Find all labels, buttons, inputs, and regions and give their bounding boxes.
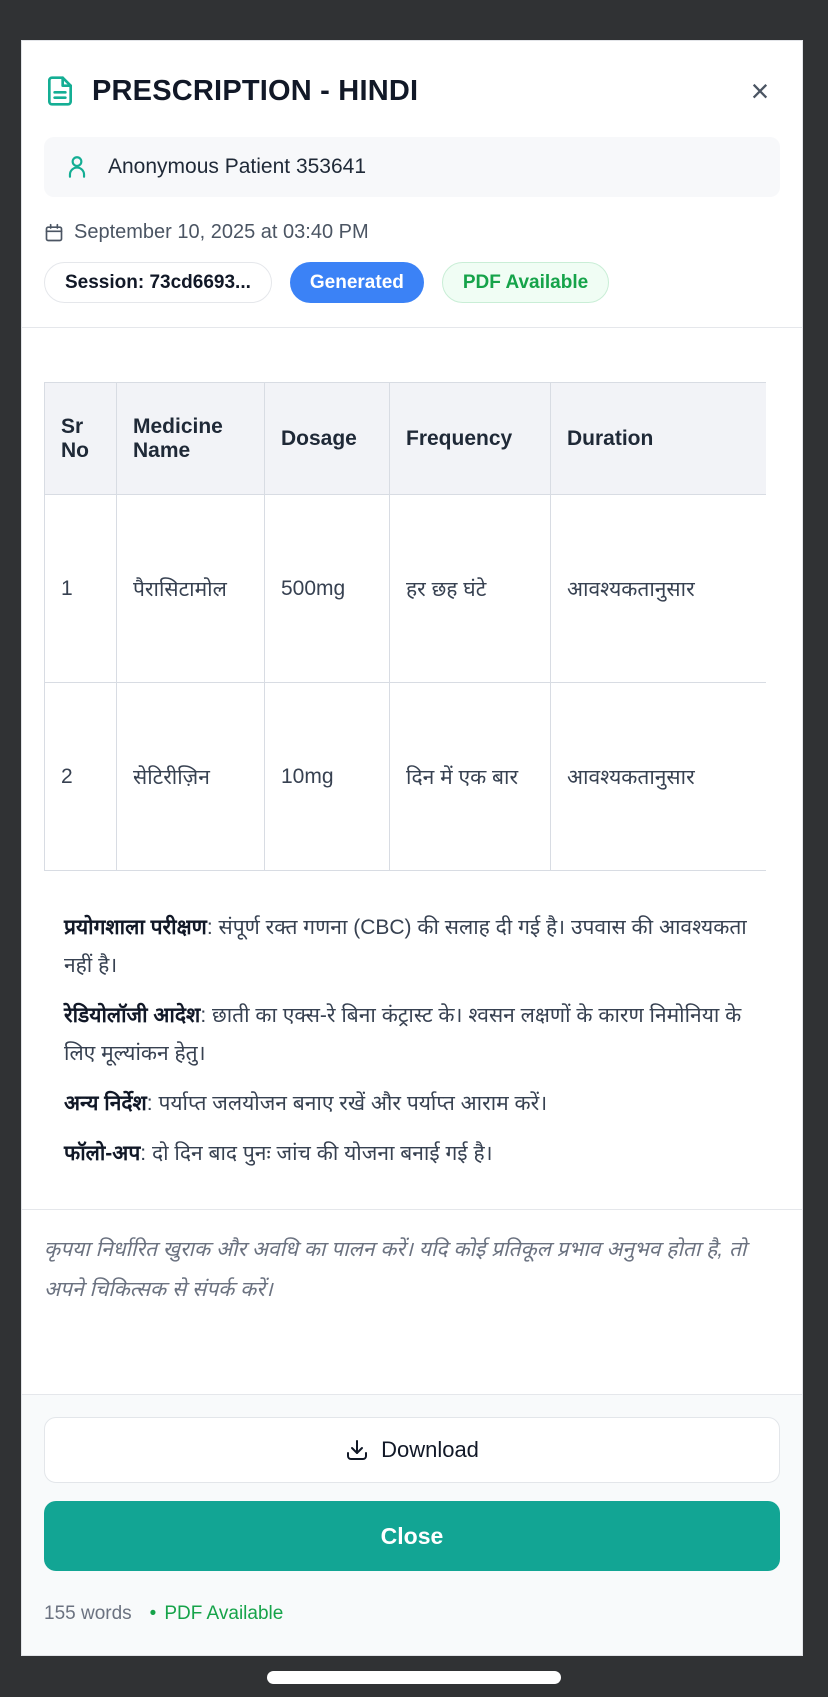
download-icon <box>345 1438 369 1462</box>
col-sr-no: Sr No <box>45 383 117 495</box>
col-medicine-name: Medicine Name <box>117 383 265 495</box>
disclaimer-text: कृपया निर्धारित खुराक और अवधि का पालन करें। यदि कोई प्रतिकूल प्रभाव अनुभव होता है, तो अपने चिकित्सक से संपर्क करें। <box>44 1238 747 1301</box>
table-row <box>45 495 767 683</box>
note-text: : छाती का एक्स-रे बिना कंट्रास्ट के। श्वसन लक्षणों के कारण निमोनिया के लिए मूल्यांकन हेतु। <box>64 1004 742 1065</box>
instruction-notes <box>44 909 780 1173</box>
pdf-status-text: PDF Available <box>164 1603 284 1624</box>
cell-duration: आवश्यकतानुसार <box>551 683 767 871</box>
note-lab-tests <box>64 909 760 985</box>
word-count: 155 words <box>44 1603 132 1624</box>
cell-frequency: दिन में एक बार <box>390 683 551 871</box>
calendar-icon <box>44 223 64 243</box>
cell-duration: आवश्यकतानुसार <box>551 495 767 683</box>
modal-footer <box>22 1394 802 1655</box>
modal-header-section <box>22 41 802 328</box>
note-label: अन्य निर्देश <box>64 1092 147 1115</box>
prescription-document-icon <box>44 75 76 107</box>
note-radiology <box>64 997 760 1073</box>
note-follow-up <box>64 1135 760 1173</box>
session-badge: Session: 73cd6693... <box>44 262 272 303</box>
timestamp: September 10, 2025 at 03:40 PM <box>74 221 369 243</box>
cell-medicine-name: सेटिरीज़िन <box>117 683 265 871</box>
note-label: रेडियोलॉजी आदेश <box>64 1004 201 1027</box>
disclaimer-divider <box>22 1209 802 1210</box>
status-badge-generated: Generated <box>290 262 424 303</box>
footer-meta <box>44 1603 780 1625</box>
cell-sr-no: 1 <box>45 495 117 683</box>
modal-header <box>44 71 780 111</box>
medicines-table <box>44 382 766 871</box>
home-indicator[interactable] <box>267 1671 561 1684</box>
pdf-available-badge: PDF Available <box>442 262 609 303</box>
download-button-label: Download <box>381 1437 479 1462</box>
patient-icon <box>64 154 90 180</box>
close-icon[interactable]: × <box>740 71 780 111</box>
patient-name: Anonymous Patient 353641 <box>108 155 367 178</box>
cell-frequency: हर छह घंटे <box>390 495 551 683</box>
note-text: : पर्याप्त जलयोजन बनाए रखें और पर्याप्त आराम करें। <box>146 1092 548 1115</box>
col-dosage: Dosage <box>265 383 390 495</box>
prescription-content[interactable] <box>22 328 802 1394</box>
close-button[interactable]: Close <box>44 1501 780 1571</box>
medicines-table-container[interactable] <box>44 382 766 871</box>
bullet-separator: • <box>149 1603 157 1624</box>
badges-row <box>44 262 780 303</box>
note-other-instructions <box>64 1085 760 1123</box>
note-label: प्रयोगशाला परीक्षण <box>64 916 207 939</box>
cell-dosage: 500mg <box>265 495 390 683</box>
cell-dosage: 10mg <box>265 683 390 871</box>
cell-medicine-name: पैरासिटामोल <box>117 495 265 683</box>
note-text: : दो दिन बाद पुनः जांच की योजना बनाई गई है। <box>140 1142 493 1165</box>
table-header-row <box>45 383 767 495</box>
patient-banner <box>44 137 780 197</box>
download-button[interactable] <box>44 1417 780 1483</box>
date-row <box>44 221 780 244</box>
page-title: PRESCRIPTION - HINDI <box>92 74 419 107</box>
table-row <box>45 683 767 871</box>
cell-sr-no: 2 <box>45 683 117 871</box>
note-text: : संपूर्ण रक्त गणना (CBC) की सलाह दी गई है। उपवास की आवश्यकता नहीं है। <box>64 916 747 977</box>
col-frequency: Frequency <box>390 383 551 495</box>
col-duration: Duration <box>551 383 767 495</box>
prescription-modal <box>21 40 803 1656</box>
note-label: फॉलो-अप <box>64 1142 141 1165</box>
